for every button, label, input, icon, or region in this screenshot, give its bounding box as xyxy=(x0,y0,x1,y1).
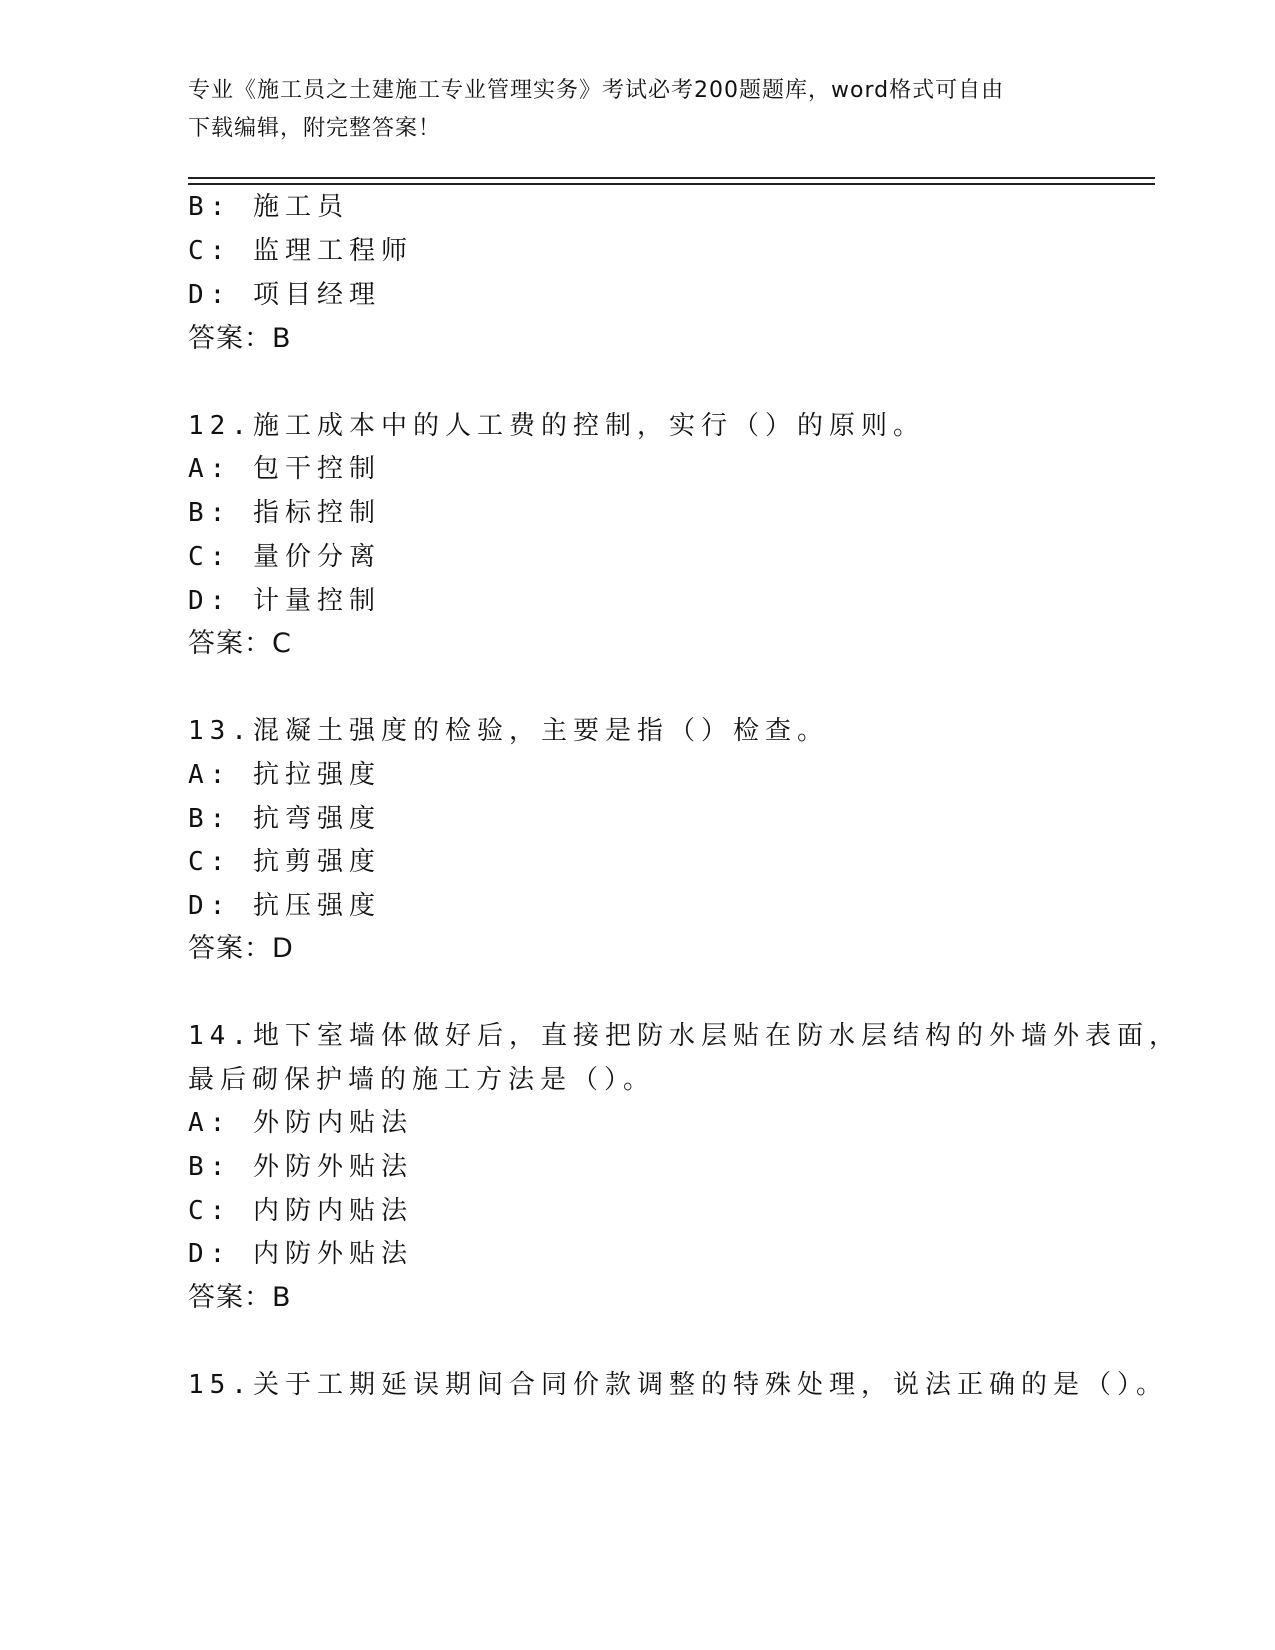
header-divider-bottom xyxy=(188,183,1155,185)
question-stem-line-1: 14.地下室墙体做好后，直接把防水层贴在防水层结构的外墙外表面， xyxy=(188,1021,1181,1051)
answer-text: 答案：B xyxy=(188,1282,292,1313)
answer-text: 答案：D xyxy=(188,933,294,964)
option-b: B: 抗弯强度 xyxy=(188,804,381,834)
option-c: C: 抗剪强度 xyxy=(188,847,381,877)
header-divider-top xyxy=(188,177,1155,179)
document-header xyxy=(188,72,1088,148)
option-d: D: 项目经理 xyxy=(188,280,381,310)
question-stem: 15.关于工期延误期间合同价款调整的特殊处理，说法正确的是（）。 xyxy=(188,1370,1168,1400)
option-d: D: 抗压强度 xyxy=(188,891,381,921)
option-b: B: 外防外贴法 xyxy=(188,1152,413,1182)
option-b: B: 指标控制 xyxy=(188,498,381,528)
option-c: C: 内防内贴法 xyxy=(188,1196,413,1226)
question-stem-line-2: 最后砌保护墙的施工方法是（）。 xyxy=(188,1065,656,1095)
answer-text: 答案：B xyxy=(188,323,292,354)
option-d: D: 内防外贴法 xyxy=(188,1239,413,1269)
option-c: C: 监理工程师 xyxy=(188,236,413,266)
option-d: D: 计量控制 xyxy=(188,586,381,616)
option-c: C: 量价分离 xyxy=(188,542,381,572)
option-a: A: 抗拉强度 xyxy=(188,760,381,790)
question-stem: 13.混凝土强度的检验，主要是指（）检查。 xyxy=(188,716,829,746)
question-stem: 12.施工成本中的人工费的控制，实行（）的原则。 xyxy=(188,411,925,441)
header-title-line-1: 专业《施工员之土建施工专业管理实务》考试必考200题题库，word格式可自由 xyxy=(188,78,1005,103)
option-a: A: 包干控制 xyxy=(188,454,381,484)
option-a: A: 外防内贴法 xyxy=(188,1108,413,1138)
answer-text: 答案：C xyxy=(188,628,292,659)
option-b: B: 施工员 xyxy=(188,192,349,222)
header-title-line-2: 下载编辑，附完整答案！ xyxy=(188,116,442,141)
